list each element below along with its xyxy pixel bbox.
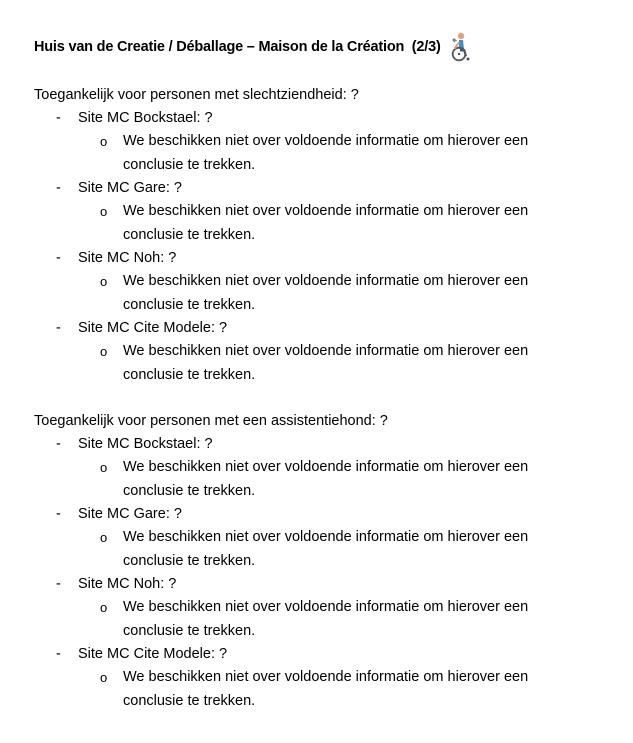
circle-bullet-marker: o xyxy=(100,460,108,475)
circle-bullet-marker: o xyxy=(100,204,108,219)
page-title: Huis van de Creatie / Déballage – Maison de la Création (2/3) xyxy=(34,39,441,55)
section xyxy=(34,84,614,387)
site-label: Site MC Bockstael: ? xyxy=(78,110,213,126)
site-item xyxy=(34,177,614,247)
dash-marker: - xyxy=(56,436,61,452)
circle-bullet-marker: o xyxy=(100,274,108,289)
site-label: Site MC Noh: ? xyxy=(78,250,177,266)
section xyxy=(34,410,614,713)
note-text: We beschikken niet over voldoende informatie om hierover een conclusie te trekken. xyxy=(123,669,529,709)
note-text: We beschikken niet over voldoende informatie om hierover een conclusie te trekken. xyxy=(123,599,529,639)
note-list xyxy=(78,340,614,387)
note-list xyxy=(78,596,614,643)
site-label: Site MC Bockstael: ? xyxy=(78,436,213,452)
dash-marker: - xyxy=(56,646,61,662)
note-item xyxy=(78,666,563,713)
wheelchair-person-icon xyxy=(449,32,471,62)
circle-bullet-marker: o xyxy=(100,344,108,359)
site-list xyxy=(34,433,614,713)
circle-bullet-marker: o xyxy=(100,670,108,685)
site-item xyxy=(34,573,614,643)
note-item xyxy=(78,200,563,247)
site-label: Site MC Gare: ? xyxy=(78,180,182,196)
note-text: We beschikken niet over voldoende informatie om hierover een conclusie te trekken. xyxy=(123,273,529,313)
dash-marker: - xyxy=(56,506,61,522)
note-item xyxy=(78,270,563,317)
dash-marker: - xyxy=(56,110,61,126)
site-item xyxy=(34,503,614,573)
circle-bullet-marker: o xyxy=(100,530,108,545)
dash-marker: - xyxy=(56,320,61,336)
site-label: Site MC Cite Modele: ? xyxy=(78,646,228,662)
title-row xyxy=(34,30,614,64)
site-label: Site MC Gare: ? xyxy=(78,506,182,522)
note-item xyxy=(78,526,563,573)
note-item xyxy=(78,340,563,387)
dash-marker: - xyxy=(56,576,61,592)
note-item xyxy=(78,456,563,503)
site-item xyxy=(34,433,614,503)
site-item xyxy=(34,317,614,387)
site-label: Site MC Cite Modele: ? xyxy=(78,320,228,336)
document-page xyxy=(34,30,614,736)
sections-container xyxy=(34,84,614,713)
section-heading: Toegankelijk voor personen met een assistentiehond: ? xyxy=(34,413,388,429)
note-text: We beschikken niet over voldoende informatie om hierover een conclusie te trekken. xyxy=(123,529,529,569)
note-list xyxy=(78,666,614,713)
note-item xyxy=(78,596,563,643)
note-list xyxy=(78,130,614,177)
site-item xyxy=(34,247,614,317)
site-item xyxy=(34,107,614,177)
note-list xyxy=(78,270,614,317)
circle-bullet-marker: o xyxy=(100,134,108,149)
note-text: We beschikken niet over voldoende informatie om hierover een conclusie te trekken. xyxy=(123,203,529,243)
dash-marker: - xyxy=(56,180,61,196)
note-text: We beschikken niet over voldoende informatie om hierover een conclusie te trekken. xyxy=(123,459,529,499)
section-heading: Toegankelijk voor personen met slechtziendheid: ? xyxy=(34,87,359,103)
site-item xyxy=(34,643,614,713)
dash-marker: - xyxy=(56,250,61,266)
site-list xyxy=(34,107,614,387)
note-list xyxy=(78,526,614,573)
note-list xyxy=(78,456,614,503)
note-list xyxy=(78,200,614,247)
note-text: We beschikken niet over voldoende informatie om hierover een conclusie te trekken. xyxy=(123,133,529,173)
site-label: Site MC Noh: ? xyxy=(78,576,177,592)
note-item xyxy=(78,130,563,177)
circle-bullet-marker: o xyxy=(100,600,108,615)
note-text: We beschikken niet over voldoende informatie om hierover een conclusie te trekken. xyxy=(123,343,529,383)
